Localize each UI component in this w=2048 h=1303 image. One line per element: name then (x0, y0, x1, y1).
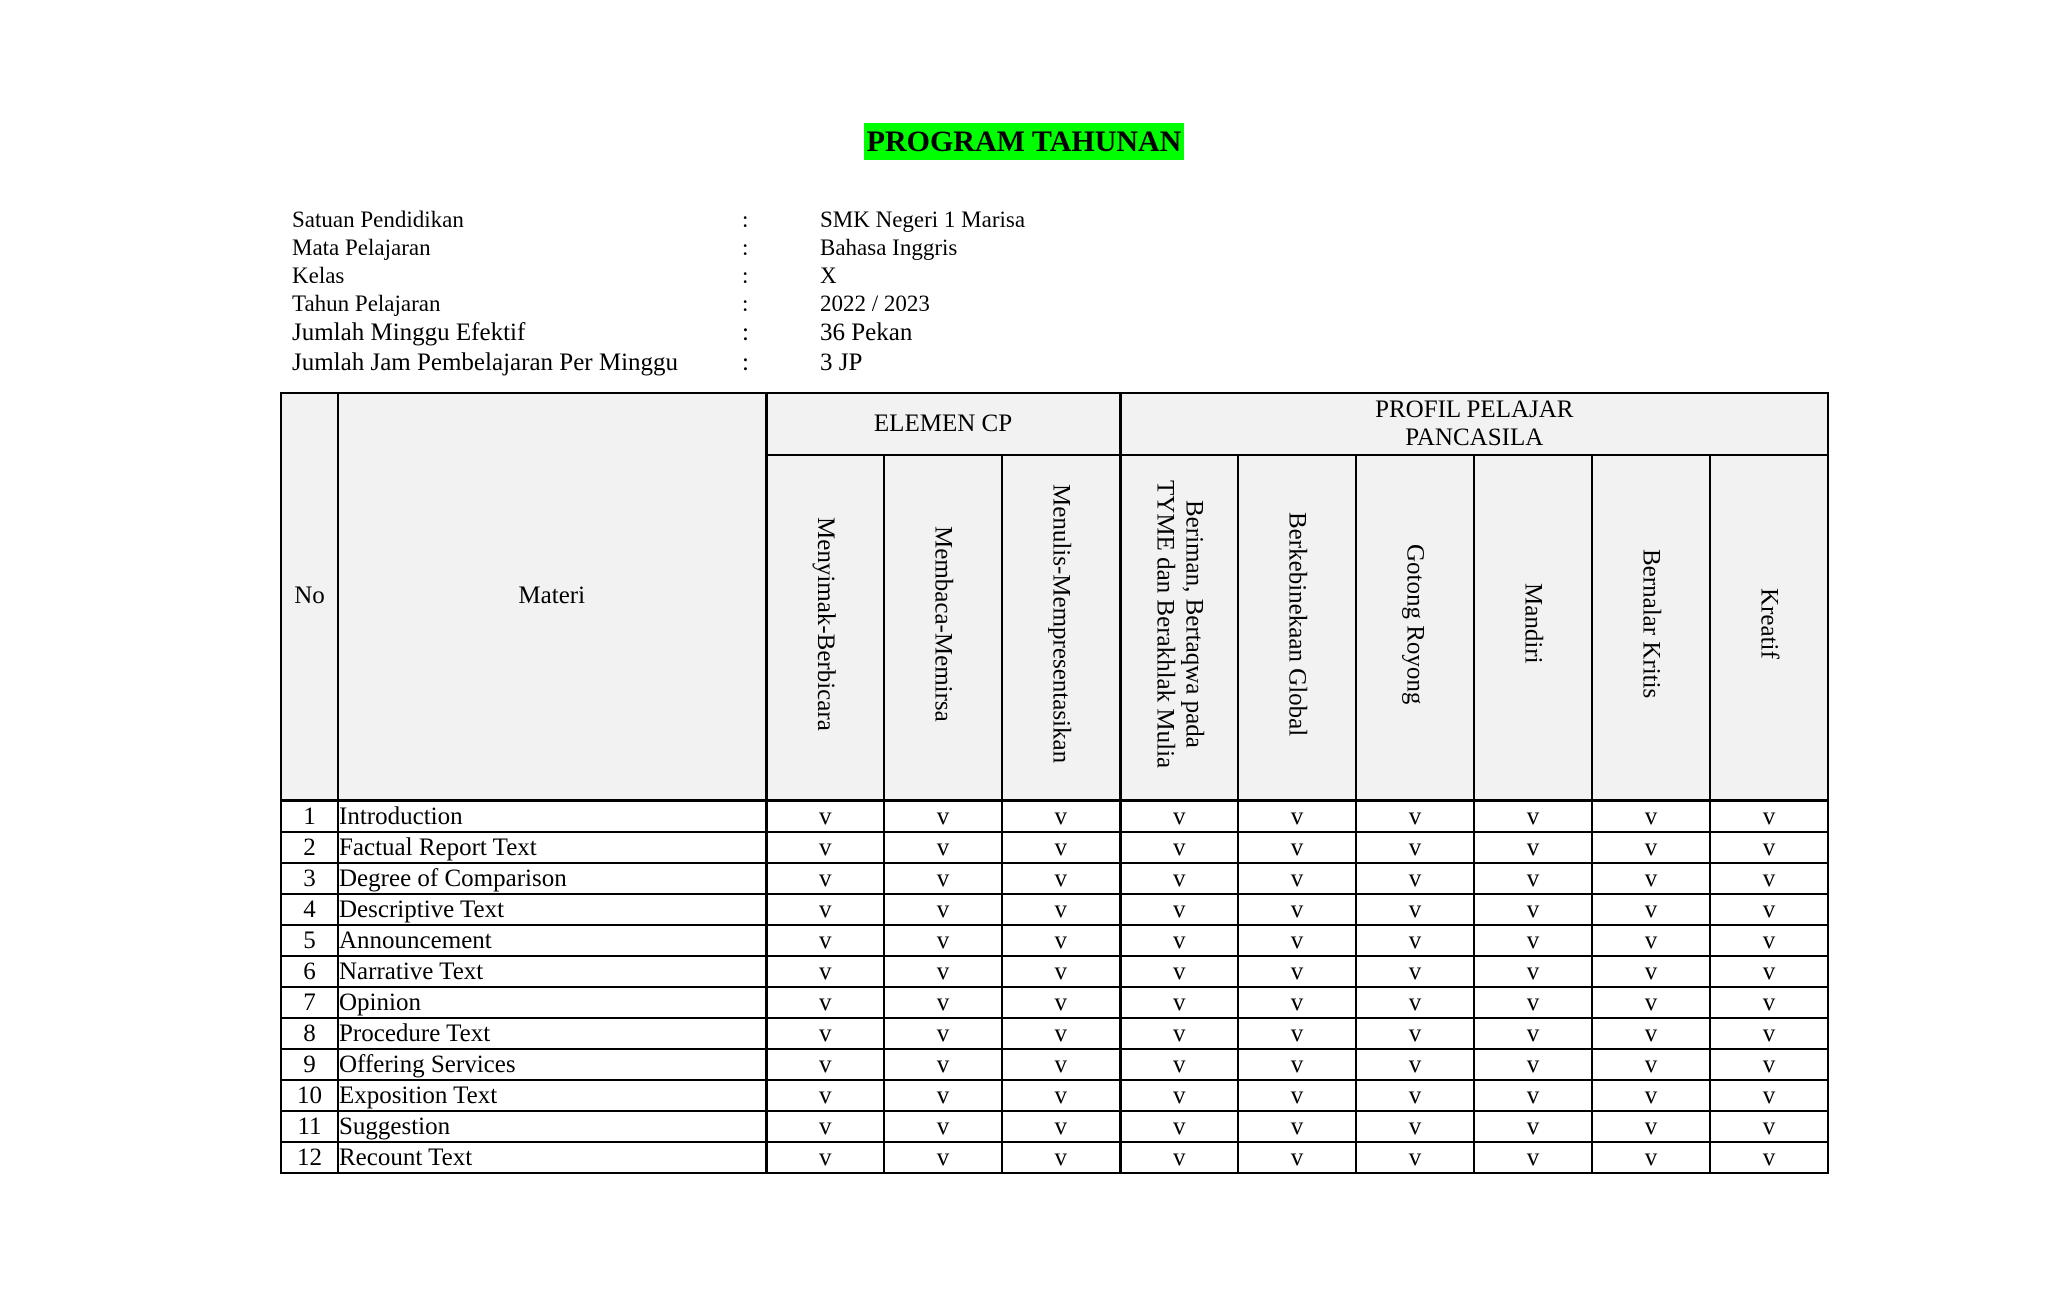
cell-materi: Procedure Text (338, 1018, 766, 1049)
cell-check-mark: v (766, 987, 884, 1018)
cell-check-mark: v (766, 863, 884, 894)
cell-no: 12 (281, 1142, 338, 1173)
cell-check-mark: v (1120, 1142, 1238, 1173)
cell-check-mark: v (1002, 1049, 1120, 1080)
cell-check-mark: v (1120, 987, 1238, 1018)
info-colon: : (742, 319, 749, 346)
program-table (280, 392, 1829, 1174)
header-beriman (1120, 455, 1238, 800)
cell-materi: Introduction (338, 800, 766, 832)
cell-materi: Suggestion (338, 1111, 766, 1142)
cell-check-mark: v (1592, 863, 1710, 894)
header-bernalar-kritis (1592, 455, 1710, 800)
cell-check-mark: v (1710, 894, 1828, 925)
table-row (281, 1111, 1828, 1142)
cell-check-mark: v (1002, 1142, 1120, 1173)
cell-check-mark: v (1474, 1111, 1592, 1142)
cell-materi: Exposition Text (338, 1080, 766, 1111)
cell-check-mark: v (1238, 956, 1356, 987)
cell-check-mark: v (766, 1080, 884, 1111)
header-elemen-cp: ELEMEN CP (766, 393, 1120, 455)
cell-check-mark: v (884, 987, 1002, 1018)
table-row (281, 1142, 1828, 1173)
cell-check-mark: v (1710, 800, 1828, 832)
table-row (281, 894, 1828, 925)
info-label: Tahun Pelajaran (292, 291, 441, 316)
cell-check-mark: v (1592, 1049, 1710, 1080)
cell-check-mark: v (884, 1142, 1002, 1173)
cell-materi: Descriptive Text (338, 894, 766, 925)
cell-check-mark: v (884, 925, 1002, 956)
info-value: 2022 / 2023 (820, 291, 930, 316)
cell-check-mark: v (1592, 832, 1710, 863)
cell-materi: Recount Text (338, 1142, 766, 1173)
cell-check-mark: v (1120, 832, 1238, 863)
header-membaca-memirsa (884, 455, 1002, 800)
info-value: X (820, 263, 837, 288)
cell-check-mark: v (1120, 1080, 1238, 1111)
cell-check-mark: v (1356, 1080, 1474, 1111)
cell-materi: Degree of Comparison (338, 863, 766, 894)
vertical-label (1150, 480, 1208, 768)
cell-check-mark: v (1120, 894, 1238, 925)
cell-check-mark: v (766, 1049, 884, 1080)
cell-check-mark: v (1592, 894, 1710, 925)
info-value: SMK Negeri 1 Marisa (820, 207, 1026, 232)
cell-check-mark: v (766, 956, 884, 987)
cell-check-mark: v (1356, 1111, 1474, 1142)
info-label: Jumlah Jam Pembelajaran Per Minggu (292, 349, 679, 376)
cell-no: 5 (281, 925, 338, 956)
cell-check-mark: v (1356, 1018, 1474, 1049)
cell-check-mark: v (1238, 1111, 1356, 1142)
cell-check-mark: v (1002, 800, 1120, 832)
cell-check-mark: v (1120, 925, 1238, 956)
cell-check-mark: v (1238, 863, 1356, 894)
cell-check-mark: v (1710, 1080, 1828, 1111)
cell-check-mark: v (1238, 832, 1356, 863)
header-profil-line2: PANCASILA (1405, 424, 1544, 451)
cell-no: 6 (281, 956, 338, 987)
cell-check-mark: v (766, 894, 884, 925)
cell-check-mark: v (1710, 1018, 1828, 1049)
vertical-label: Kreatif (1755, 588, 1783, 660)
vertical-label: Gotong Royong (1401, 543, 1429, 704)
header-menulis-mempresentasikan (1002, 455, 1120, 800)
cell-check-mark: v (766, 832, 884, 863)
table-row (281, 800, 1828, 832)
info-label: Satuan Pendidikan (292, 207, 464, 232)
cell-check-mark: v (766, 925, 884, 956)
table-row (281, 925, 1828, 956)
cell-check-mark: v (766, 1111, 884, 1142)
cell-check-mark: v (1238, 894, 1356, 925)
cell-check-mark: v (884, 1018, 1002, 1049)
cell-materi: Opinion (338, 987, 766, 1018)
table-row (281, 832, 1828, 863)
table-row (281, 1080, 1828, 1111)
cell-check-mark: v (884, 863, 1002, 894)
cell-check-mark: v (884, 956, 1002, 987)
cell-check-mark: v (1710, 1111, 1828, 1142)
cell-no: 9 (281, 1049, 338, 1080)
cell-check-mark: v (1474, 800, 1592, 832)
info-label: Mata Pelajaran (292, 235, 431, 260)
header-kreatif (1710, 455, 1828, 800)
cell-check-mark: v (1710, 832, 1828, 863)
cell-check-mark: v (1356, 894, 1474, 925)
cell-check-mark: v (1002, 894, 1120, 925)
cell-check-mark: v (884, 1049, 1002, 1080)
cell-check-mark: v (1710, 956, 1828, 987)
info-label: Jumlah Minggu Efektif (292, 319, 526, 346)
cell-check-mark: v (1002, 863, 1120, 894)
vertical-label: Menyimak-Berbicara (811, 516, 839, 731)
cell-check-mark: v (1120, 1111, 1238, 1142)
cell-check-mark: v (1474, 894, 1592, 925)
cell-check-mark: v (766, 800, 884, 832)
cell-check-mark: v (1002, 832, 1120, 863)
cell-check-mark: v (1238, 800, 1356, 832)
cell-check-mark: v (1474, 987, 1592, 1018)
header-berkebinekaan-global (1238, 455, 1356, 800)
cell-materi: Narrative Text (338, 956, 766, 987)
cell-check-mark: v (1002, 987, 1120, 1018)
info-colon: : (742, 207, 749, 232)
header-profil-line1: PROFIL PELAJAR (1375, 396, 1574, 423)
cell-check-mark: v (1356, 925, 1474, 956)
info-colon: : (742, 263, 749, 288)
page-title-text: PROGRAM TAHUNAN (864, 123, 1185, 160)
cell-check-mark: v (766, 1142, 884, 1173)
info-value: Bahasa Inggris (820, 235, 958, 260)
vertical-label-line2: TYME dan Berakhlak Mulia (1151, 479, 1179, 768)
cell-check-mark: v (1120, 1049, 1238, 1080)
cell-materi: Offering Services (338, 1049, 766, 1080)
cell-check-mark: v (1238, 1142, 1356, 1173)
info-colon: : (742, 291, 749, 316)
cell-check-mark: v (1710, 987, 1828, 1018)
cell-check-mark: v (884, 832, 1002, 863)
cell-check-mark: v (884, 1080, 1002, 1111)
cell-check-mark: v (1356, 956, 1474, 987)
cell-check-mark: v (1592, 1018, 1710, 1049)
cell-no: 1 (281, 800, 338, 832)
table-row (281, 956, 1828, 987)
header-menyimak-berbicara (766, 455, 884, 800)
vertical-label: Membaca-Memirsa (929, 525, 957, 722)
cell-check-mark: v (1238, 1018, 1356, 1049)
cell-check-mark: v (1120, 1018, 1238, 1049)
table-row (281, 1049, 1828, 1080)
cell-check-mark: v (1120, 956, 1238, 987)
cell-check-mark: v (1592, 956, 1710, 987)
info-value: 3 JP (820, 349, 863, 376)
cell-no: 2 (281, 832, 338, 863)
cell-check-mark: v (1002, 956, 1120, 987)
vertical-label: Berkebinekaan Global (1283, 511, 1311, 736)
header-profil-pelajar (1120, 393, 1828, 455)
cell-check-mark: v (1592, 1111, 1710, 1142)
cell-materi: Announcement (338, 925, 766, 956)
cell-check-mark: v (1238, 925, 1356, 956)
cell-check-mark: v (1592, 925, 1710, 956)
cell-check-mark: v (884, 1111, 1002, 1142)
cell-check-mark: v (1474, 832, 1592, 863)
cell-check-mark: v (1002, 1018, 1120, 1049)
cell-check-mark: v (1238, 987, 1356, 1018)
table-row (281, 863, 1828, 894)
cell-check-mark: v (1592, 1142, 1710, 1173)
header-materi: Materi (338, 393, 766, 800)
table-body (281, 800, 1828, 1173)
cell-check-mark: v (1356, 800, 1474, 832)
info-colon: : (742, 235, 749, 260)
table-row (281, 987, 1828, 1018)
cell-check-mark: v (1002, 925, 1120, 956)
cell-check-mark: v (1120, 863, 1238, 894)
page-title (0, 123, 2048, 160)
cell-check-mark: v (1710, 1142, 1828, 1173)
cell-no: 7 (281, 987, 338, 1018)
header-no: No (281, 393, 338, 800)
cell-check-mark: v (1356, 987, 1474, 1018)
cell-no: 8 (281, 1018, 338, 1049)
cell-check-mark: v (1710, 925, 1828, 956)
table-row (281, 1018, 1828, 1049)
cell-materi: Factual Report Text (338, 832, 766, 863)
vertical-label-line1: Beriman, Bertaqwa pada (1180, 499, 1208, 748)
cell-check-mark: v (1474, 1142, 1592, 1173)
cell-check-mark: v (1356, 832, 1474, 863)
cell-check-mark: v (884, 800, 1002, 832)
cell-no: 3 (281, 863, 338, 894)
cell-check-mark: v (884, 894, 1002, 925)
cell-no: 11 (281, 1111, 338, 1142)
cell-check-mark: v (1356, 863, 1474, 894)
cell-check-mark: v (1474, 1049, 1592, 1080)
cell-check-mark: v (1002, 1111, 1120, 1142)
cell-check-mark: v (1592, 1080, 1710, 1111)
cell-check-mark: v (1710, 1049, 1828, 1080)
cell-check-mark: v (1592, 987, 1710, 1018)
info-value: 36 Pekan (820, 319, 913, 346)
cell-check-mark: v (1474, 1018, 1592, 1049)
cell-check-mark: v (1474, 956, 1592, 987)
cell-check-mark: v (1238, 1080, 1356, 1111)
cell-check-mark: v (1710, 863, 1828, 894)
vertical-label: Bernalar Kritis (1637, 549, 1665, 699)
cell-check-mark: v (1002, 1080, 1120, 1111)
cell-no: 4 (281, 894, 338, 925)
cell-check-mark: v (1356, 1049, 1474, 1080)
header-mandiri (1474, 455, 1592, 800)
info-colon: : (742, 349, 749, 376)
cell-no: 10 (281, 1080, 338, 1111)
cell-check-mark: v (766, 1018, 884, 1049)
cell-check-mark: v (1592, 800, 1710, 832)
cell-check-mark: v (1474, 925, 1592, 956)
cell-check-mark: v (1474, 1080, 1592, 1111)
cell-check-mark: v (1238, 1049, 1356, 1080)
cell-check-mark: v (1120, 800, 1238, 832)
info-label: Kelas (292, 263, 345, 288)
cell-check-mark: v (1356, 1142, 1474, 1173)
header-gotong-royong (1356, 455, 1474, 800)
cell-check-mark: v (1474, 863, 1592, 894)
vertical-label: Menulis-Mempresentasikan (1047, 484, 1075, 764)
vertical-label: Mandiri (1519, 583, 1547, 665)
